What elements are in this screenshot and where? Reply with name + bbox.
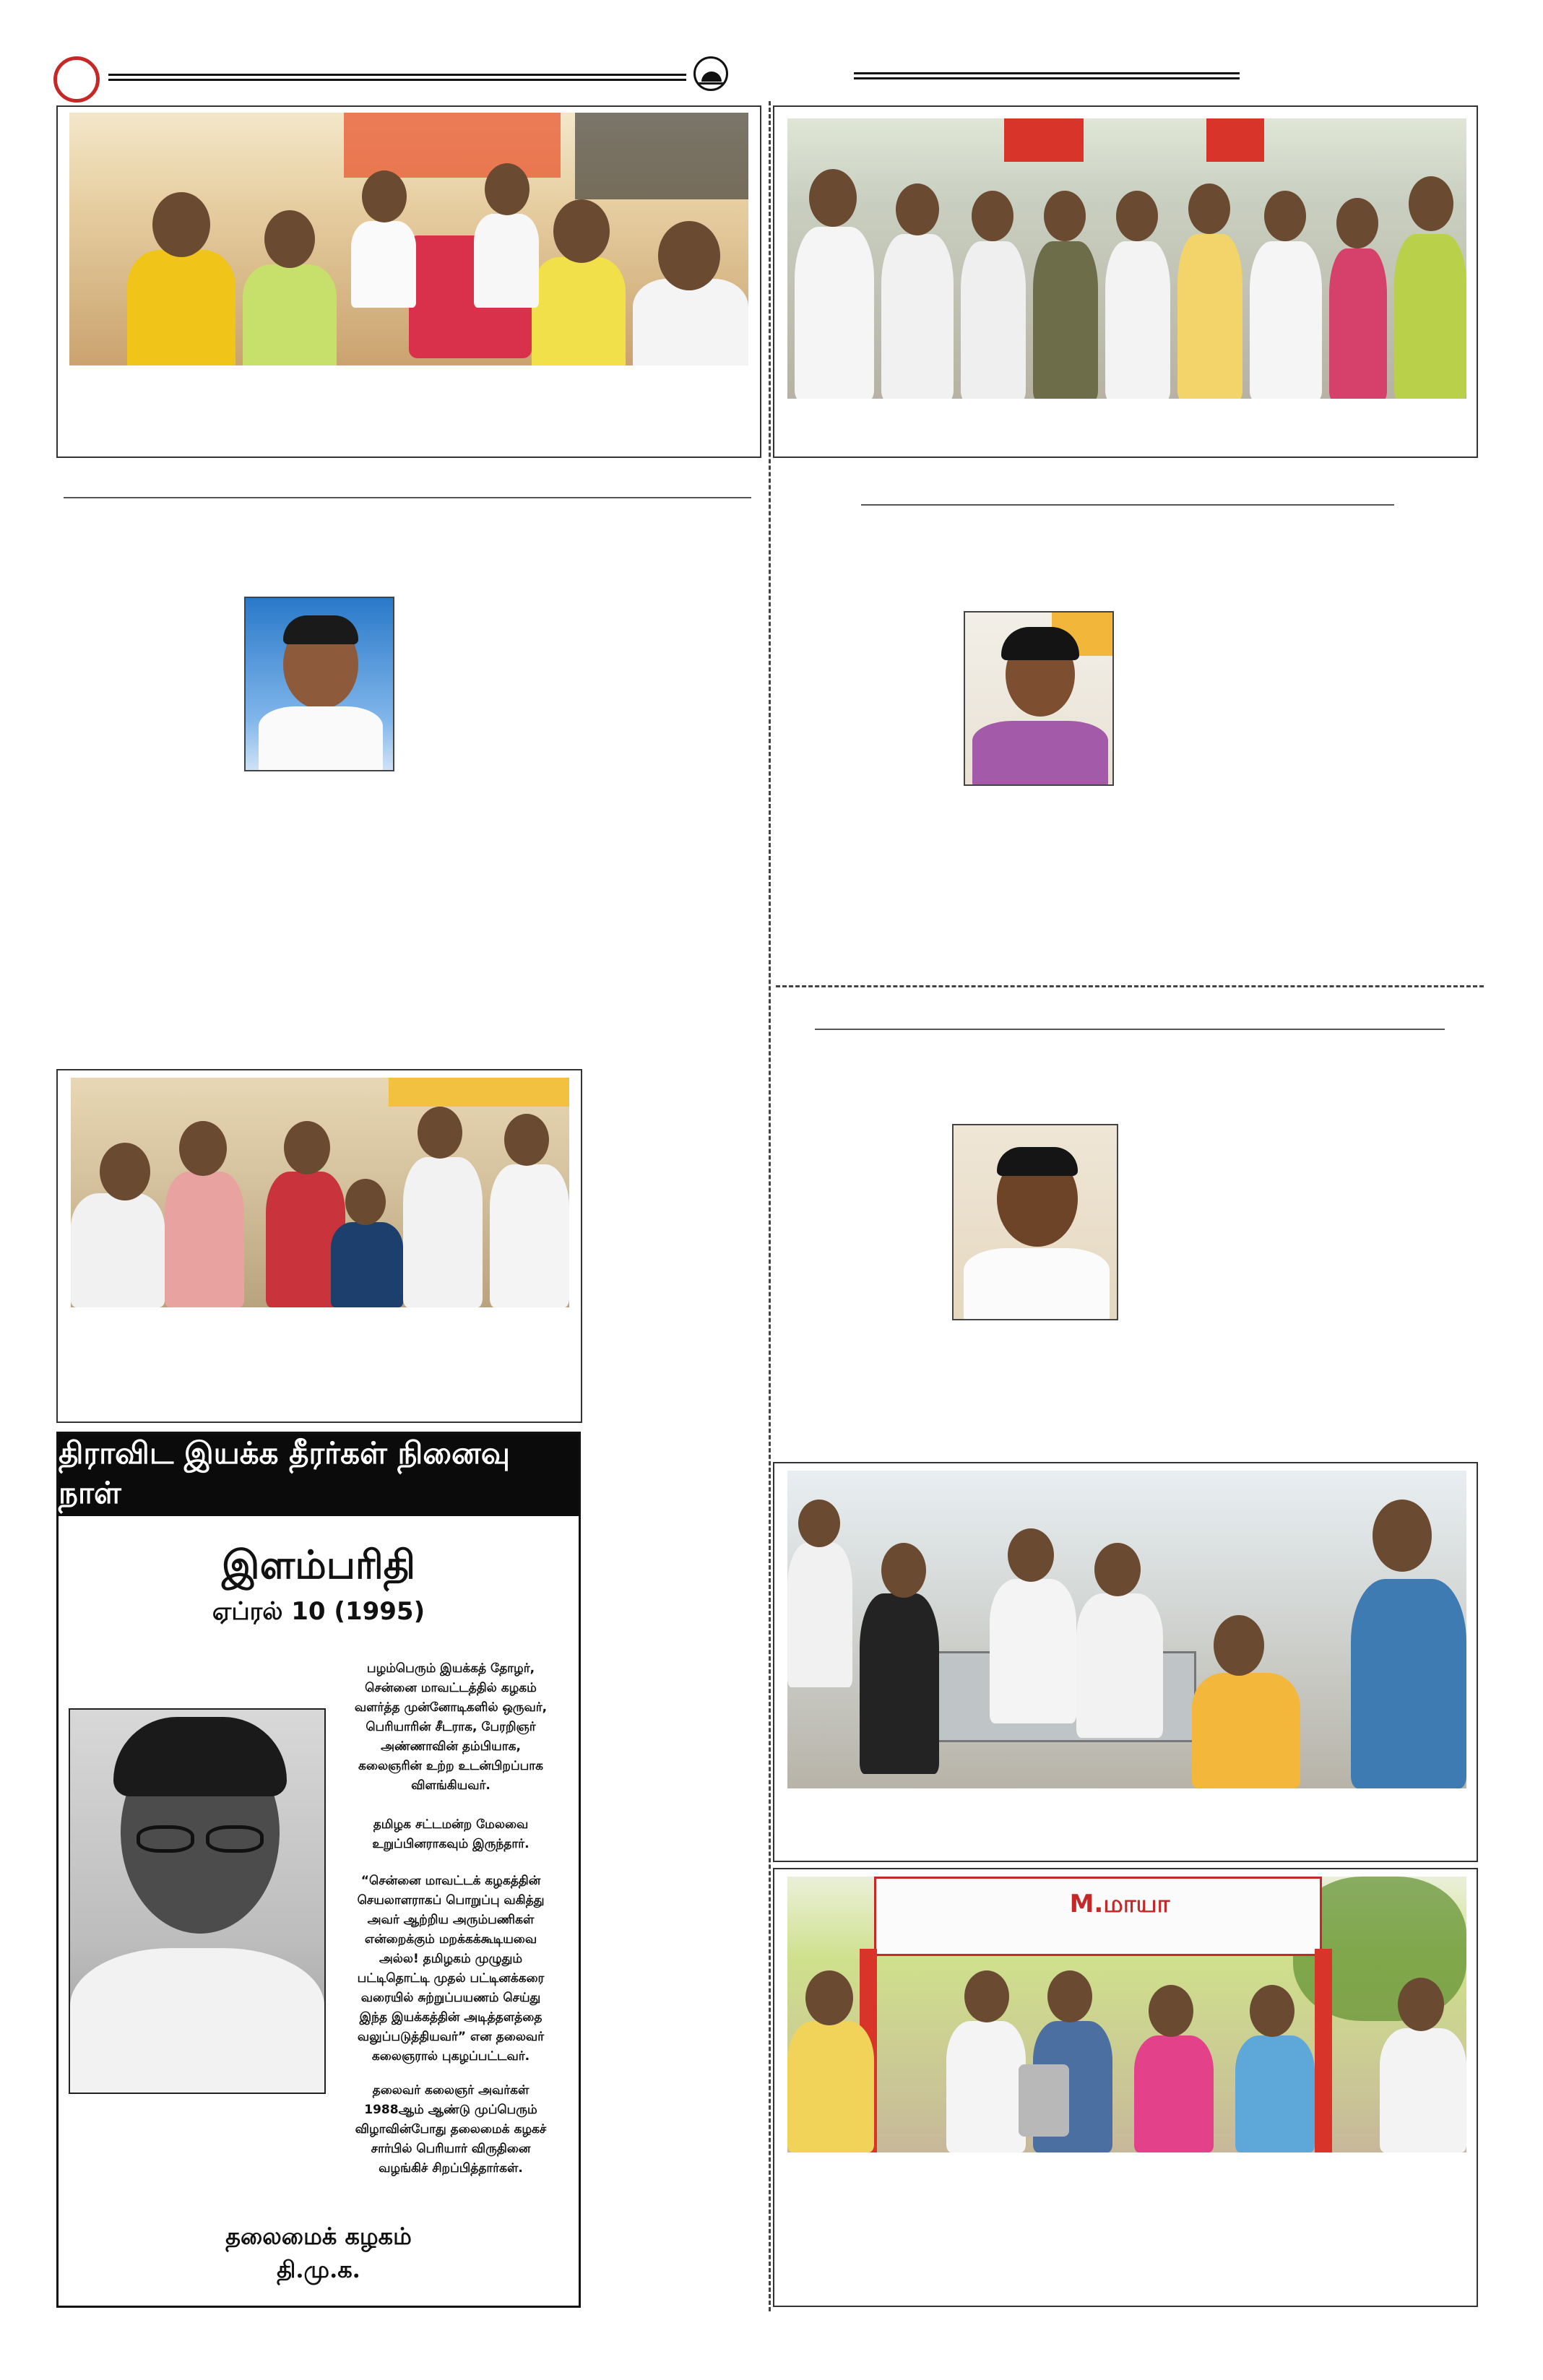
masthead-rule-left (108, 74, 686, 81)
memorial-date: ஏப்ரல் 10 (1995) (212, 1597, 425, 1626)
photo-frame-lower-right-2 (773, 1868, 1478, 2307)
rising-sun-icon (693, 56, 728, 91)
memorial-paragraph-4: தலைவர் கலைஞர் அவர்கள் 1988ஆம் ஆண்டு முப்பெரும் விழாவின்போது தலைமைக் கழகச் சார்பில் பெரியார் விருதினை வழங்கிச் சிறப்பித்தார்கள். (355, 2083, 547, 2176)
memorial-signature-line-1: தலைமைக் கழகம் (225, 2223, 412, 2250)
masthead-logo-circle (53, 56, 100, 103)
section-rule-left (64, 497, 751, 498)
memorial-header: திராவிட இயக்க தீரர்கள் நினைவு நாள் (59, 1434, 579, 1516)
section-rule-right (861, 504, 1394, 506)
memorial-paragraph-2: தமிழக சட்டமன்ற மேலவை உறுப்பினராகவும் இருந்தார். (372, 1817, 530, 1851)
portrait-man-right (952, 1124, 1118, 1320)
photo-frame-middle-left (56, 1069, 582, 1423)
section-rule-right-2 (815, 1029, 1445, 1030)
masthead-rule-right (854, 72, 1240, 79)
memorial-signature-line-2: தி.மு.க. (277, 2256, 360, 2283)
memorial-notice (56, 1432, 581, 2308)
photo-protest-crowd (787, 118, 1466, 399)
photo-water-pandal (787, 1877, 1466, 2152)
column-divider (769, 101, 771, 2311)
photo-frame-lower-right-1 (773, 1462, 1478, 1862)
memorial-name: இளம்பரிதி (222, 1542, 415, 1588)
portrait-man-left (244, 597, 394, 771)
memorial-paragraph-3: “சென்னை மாவட்டக் கழகத்தின் செயலாளராகப் பொறுப்பு வகித்து அவர் ஆற்றிய அரும்பணிகள் என்றைக்கும் மறக்கக்கூடியவை அல்ல! தமிழகம் முழுதும் பட்டிதொட்டி முதல் பட்டினக்கரை வரையில் சுற்றுப்பயணம் செய்து இந்த இயக்கத்தின் அடித்தளத்தை வலுப்படுத்தியவர்” என தலைவர் கலைஞரால் புகழப்பட்டவர். (357, 1874, 545, 2064)
portrait-woman-right (964, 611, 1114, 786)
photo-registration-desk (787, 1471, 1466, 1788)
photo-frame-top-left (56, 105, 761, 458)
memorial-paragraph-1: பழம்பெரும் இயக்கத் தோழர், சென்னை மாவட்டத்தில் கழகம் வளர்த்த முன்னோடிகளில் ஒருவர், பெரியாரின் சீடராக, பேரறிஞர் அண்ணாவின் தம்பியாக, கலைஞரின் உற்ற உடன்பிறப்பாக விளங்கியவர். (354, 1661, 548, 1793)
photo-student-signing (71, 1078, 569, 1307)
memorial-portrait (69, 1708, 326, 2094)
photo-frame-top-right (773, 105, 1478, 458)
photo-buttermilk-distribution (69, 113, 748, 365)
banner-sign: M.மாயா (1069, 1890, 1170, 1918)
section-dashed-rule-right (776, 985, 1484, 987)
